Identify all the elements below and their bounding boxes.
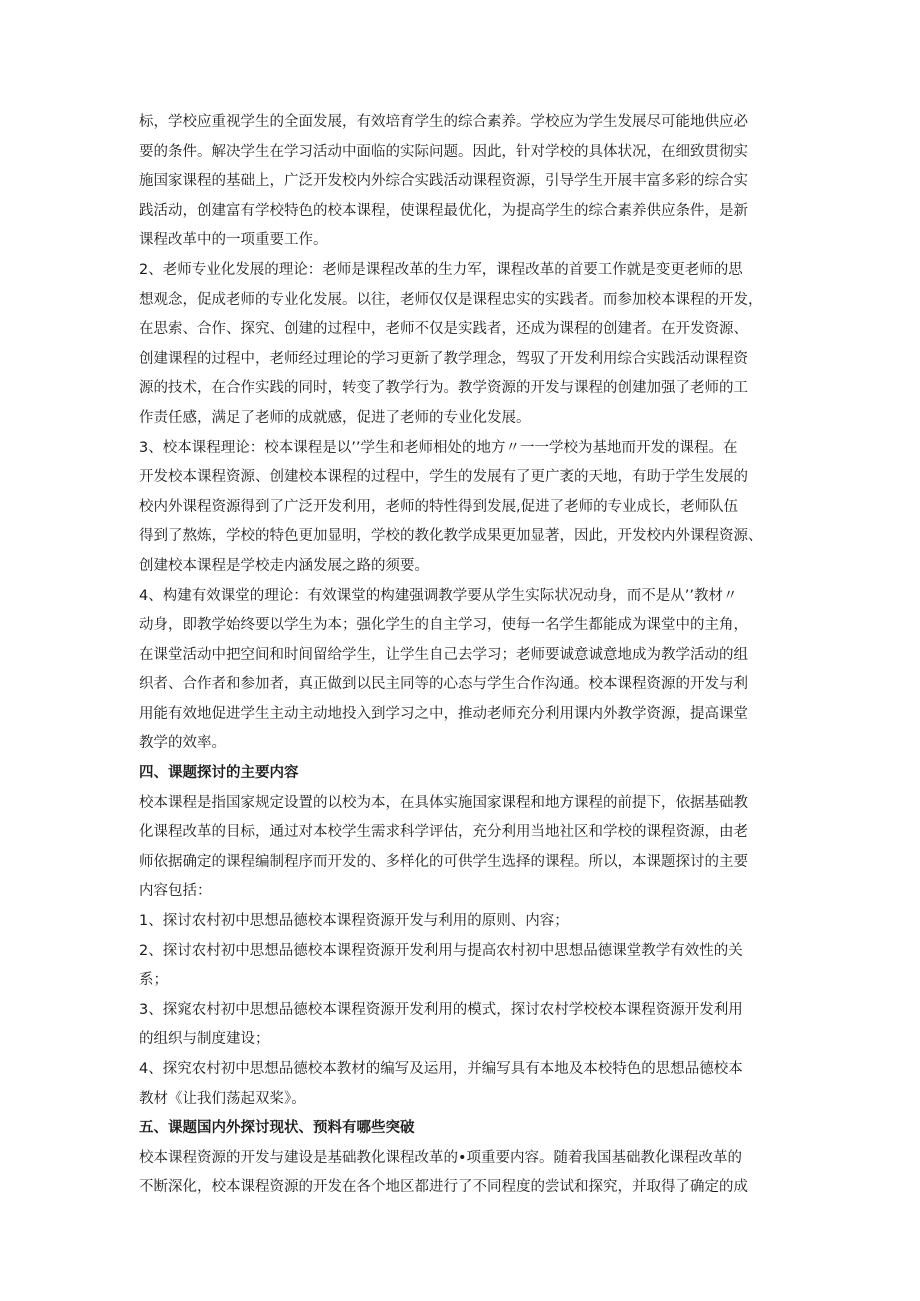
text-line: 要的条件。解决学生在学习活动中面临的实际问题。因此，针对学校的具体状况，在细致贯彻实 [139, 143, 748, 160]
section-heading: 五、课题国内外探讨现状、预料有哪些突破 [139, 1120, 415, 1137]
text-line: 校本课程是指国家规定设置的以校为本，在具体实施国家课程和地方课程的前提下，依据基础教 [139, 794, 748, 811]
text-line: 教材《让我们荡起双桨》。 [139, 1090, 306, 1107]
document-page [139, 108, 793, 1203]
text-line: 创建校本课程是学校走内涵发展之路的须要。 [139, 557, 429, 574]
text-line: 系； [139, 972, 168, 989]
text-line: 内容包括： [139, 883, 212, 900]
text-line: 2、老师专业化发展的理论：老师是课程改革的生力军，课程改革的首要工作就是变更老师的思 [139, 261, 743, 278]
text-line: 化课程改革的目标，通过对本校学生需求科学评估，充分利用当地社区和学校的课程资源，由老 [139, 824, 748, 841]
text-line: 2、探讨农村初中思想品德校本课程资源开发利用与提高农村初中思想品德课堂教学有效性的关 [139, 942, 743, 959]
text-line: 作责任感，满足了老师的成就感，促进了老师的专业化发展。 [139, 409, 531, 426]
text-line: 得到了熬炼，学校的特色更加显明，学校的教化教学成果更加显著，因此，开发校内外课程资源、 [139, 528, 763, 545]
text-line: 用能有效地促进学生主动主动地投入到学习之中，推动老师充分利用课内外教学资源，提高课堂 [139, 705, 748, 722]
text-line: 4、构建有效课堂的理论：有效课堂的构建强调教学要从学生实际状况动身，而不是从’’教材〃 [139, 587, 738, 604]
text-line: 师依据确定的课程编制程序而开发的、多样化的可供学生选择的课程。所以，本课题探讨的主要 [139, 853, 748, 870]
text-line: 施国家课程的基础上，广泛开发校内外综合实践活动课程资源，引导学生开展丰富多彩的综合实 [139, 173, 748, 190]
text-line: 标，学校应重视学生的全面发展，有效培育学生的综合素养。学校应为学生发展尽可能地供应必 [139, 114, 748, 130]
text-line: 1、探讨农村初中思想品德校本课程资源开发与利用的原则、内容； [139, 913, 569, 930]
section-heading: 四、课题探讨的主要内容 [139, 765, 299, 782]
text-line: 在思索、合作、探究、创建的过程中，老师不仅是实践者，还成为课程的创建者。在开发资源、 [139, 321, 748, 338]
text-line: 践活动，创建富有学校特色的校本课程，使课程最优化，为提高学生的综合素养供应条件，是新 [139, 202, 748, 219]
text-line: 开发校本课程资源、创建校本课程的过程中，学生的发展有了更广袤的天地，有助于学生发展的 [139, 469, 748, 486]
text-line: 在课堂活动中把空间和时间留给学生，让学生自己去学习；老师要诚意诚意地成为教学活动的组 [139, 646, 748, 663]
text-line: 3、探窕农村初中思想品德校本课程资源开发利用的模式，探讨农村学校校本课程资源开发利用 [139, 1001, 743, 1018]
text-line: 教学的效率。 [139, 735, 226, 752]
text-line: 源的技术，在合作实践的同时，转变了教学行为。教学资源的开发与课程的创建加强了老师的工 [139, 380, 748, 397]
text-line: 想观念，促成老师的专业化发展。以往，老师仅仅是课程忠实的实践者。而参加校本课程的开发， [139, 291, 763, 308]
text-line: 创建课程的过程中，老师经过理论的学习更新了教学理念，驾驭了开发利用综合实践活动课程资 [139, 350, 748, 367]
text-line: 不断深化，校本课程资源的开发在各个地区都进行了不同程度的尝试和探究，并取得了确定的成 [139, 1179, 748, 1196]
text-line: 课程改革中的一项重要工作。 [139, 232, 328, 249]
text-line: 校内外课程资源得到了广泛开发利用，老师的特性得到发展,促进了老师的专业成长，老师队伍 [139, 498, 739, 515]
text-line: 4、探究农村初中思想品德校本教材的编写及运用，并编写具有本地及本校特色的思想品德校本 [139, 1061, 743, 1077]
text-line: 的组织与制度建设； [139, 1031, 270, 1048]
text-line: 动身，即教学始终要以学生为本；强化学生的自主学习，使每一名学生都能成为课堂中的主角， [139, 617, 748, 634]
text-line: 校本课程资源的开发与建设是基础教化课程改革的•项重要内容。随着我国基础教化课程改革的 [139, 1149, 743, 1166]
text-line: 3、校本课程理论：校本课程是以’’学生和老师相处的地方〃一一学校为基地而开发的课程。在 [139, 439, 738, 456]
text-line: 织者、合作者和参加者，真正做到以民主同等的心态与学生合作沟通。校本课程资源的开发与利 [139, 676, 748, 693]
